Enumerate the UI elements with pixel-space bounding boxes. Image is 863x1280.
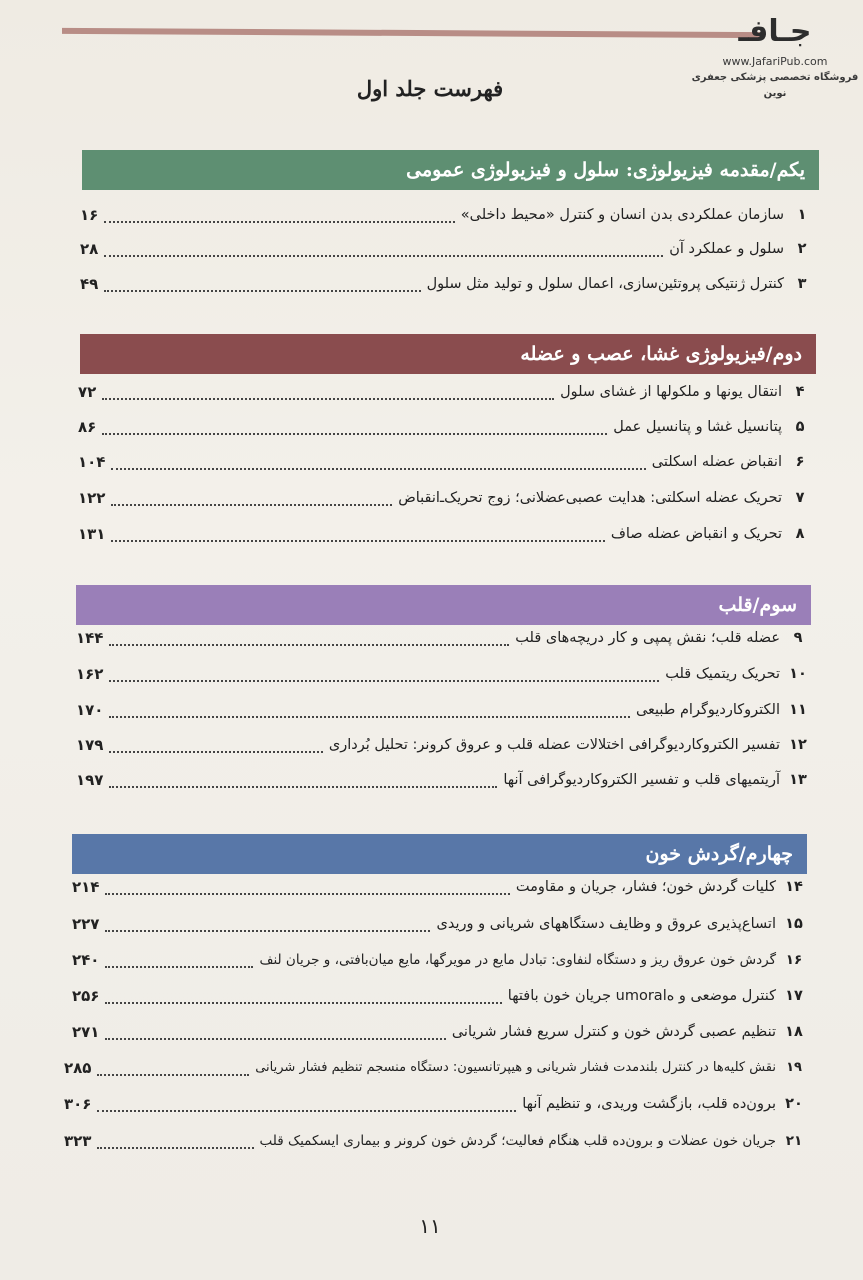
toc-entry[interactable] [78,413,818,441]
page-number: ۱۳۱ [78,525,106,543]
page-number: ۸۶ [78,418,97,436]
chapter-number: ۱۱ [789,702,807,718]
chapter-title: تنظیم عصبی گردش خون و کنترل سریع فشار شریانی [451,1024,776,1040]
toc-entry[interactable] [80,235,820,263]
chapter-title: برون‌ده قلب، بازگشت وریدی، و تنظیم آنها [522,1096,776,1112]
leader-dots [97,1096,516,1112]
leader-dots [111,490,392,506]
chapter-number: ۱۸ [785,1024,803,1040]
page-title: فهرست جلد اول [356,76,504,101]
leader-dots [104,241,663,257]
chapter-title: آریتمیهای قلب و تفسیر الکتروکاردیوگرافی آنها [503,772,780,788]
chapter-title: نقش کلیه‌ها در کنترل بلندمدت فشار شریانی و هیپرتانسیون: دستگاه منسجم تنظیم فشار شریانی [255,1060,776,1075]
page-number: ۴۹ [80,275,99,293]
toc-entry[interactable] [78,484,818,512]
chapter-number: ۱۵ [785,916,803,932]
leader-dots [102,419,607,435]
chapter-number: ۱۳ [789,772,807,788]
chapter-number: ۴ [795,384,805,400]
page-number: ۲۷۱ [72,1023,100,1041]
leader-dots [109,630,509,646]
page-number: ۱۴۴ [76,629,104,647]
leader-dots [111,454,645,470]
toc-entry[interactable] [76,660,816,688]
chapter-title: عضله قلب؛ نقش پمپی و کار دریچه‌های قلب [515,630,780,646]
leader-dots [104,207,454,223]
section-header-3: سوم/قلب [76,585,811,625]
section-header-4: چهارم/گردش خون [72,834,807,874]
toc-entry[interactable] [64,1090,812,1118]
chapter-title: کنترل موضعی و هumoral جریان خون بافتها [507,988,776,1004]
page-number: ۷۲ [78,383,97,401]
toc-entry[interactable] [72,873,812,901]
folio-page-number: ۱۱ [419,1214,441,1238]
chapter-number: ۳ [797,276,807,292]
chapter-title: جریان خون عضلات و برون‌ده قلب هنگام فعالیت؛ گردش خون کرونر و بیماری ایسکمیک قلب [259,1133,776,1149]
logo-mark: جـافـ [738,14,812,49]
chapter-title: کنترل ژنتیکی پروتئین‌سازی، اعمال سلول و تولید مثل سلول [426,276,784,292]
leader-dots [102,384,554,400]
chapter-title: تحریک عضله اسکلتی: هدایت عصبی‌عضلانی؛ زوج تحریک‌ـ‌انقباض [398,490,782,506]
chapter-number: ۱۲ [789,737,807,753]
leader-dots [111,526,604,542]
toc-entry[interactable] [76,731,816,759]
page-number: ۱۰۴ [78,453,106,471]
page-number: ۱۹۷ [76,771,104,789]
chapter-number: ۸ [795,526,805,542]
logo-website: www.JafariPub.com [722,55,828,68]
page-number: ۲۵۶ [72,987,100,1005]
leader-dots [109,737,322,753]
toc-entry[interactable] [72,982,812,1010]
leader-dots [105,916,430,932]
page-number: ۲۱۴ [72,878,100,896]
toc-entry[interactable] [76,766,816,794]
chapter-title: تحریک و انقباض عضله صاف [610,526,782,542]
section-header-2: دوم/فیزیولوژی غشا، عصب و عضله [80,334,816,374]
chapter-title: کلیات گردش خون؛ فشار، جریان و مقاومت [515,879,776,895]
leader-dots [105,879,509,895]
chapter-title: پتانسیل غشا و پتانسیل عمل [613,419,782,435]
chapter-number: ۵ [795,419,805,435]
section-header-1: یکم/مقدمه فیزیولوژی: سلول و فیزیولوژی عمومی [82,150,819,190]
toc-entry[interactable] [78,448,818,476]
leader-dots [109,666,659,682]
leader-dots [109,772,497,788]
toc-entry[interactable] [80,270,820,298]
leader-dots [97,1133,253,1149]
chapter-number: ۱۴ [785,879,803,895]
chapter-number: ۱۷ [785,988,803,1004]
toc-entry[interactable] [64,1054,812,1082]
leader-dots [97,1060,249,1076]
chapter-number: ۱۰ [789,666,807,682]
top-rule [62,28,762,38]
toc-entry[interactable] [76,624,816,652]
chapter-title: سازمان عملکردی بدن انسان و کنترل «محیط داخلی» [460,207,784,223]
publisher-logo [690,10,860,105]
page-number: ۲۸۵ [64,1059,92,1077]
page-number: ۳۰۶ [64,1095,92,1113]
chapter-number: ۶ [795,454,805,470]
leader-dots [105,988,501,1004]
page-number: ۱۶۲ [76,665,104,683]
chapter-title: تفسیر الکتروکاردیوگرافی اختلالات عضله قلب و عروق کرونر: تحلیل بُرداری [328,737,780,753]
chapter-number: ۷ [795,490,805,506]
logo-shop-name: فروشگاه تخصصی پزشکی جعفری نوین [691,72,859,99]
page-number: ۳۲۳ [64,1132,92,1150]
chapter-title: الکتروکاردیوگرام طبیعی [635,702,780,718]
toc-entry[interactable] [72,910,812,938]
chapter-title: سلول و عملکرد آن [669,241,784,257]
toc-entry[interactable] [64,1127,812,1155]
toc-entry[interactable] [80,201,820,229]
chapter-number: ۲ [797,241,807,257]
leader-dots [105,1024,445,1040]
page-number: ۲۸ [80,240,99,258]
toc-entry[interactable] [78,378,818,406]
page-number: ۲۲۷ [72,915,100,933]
toc-entry[interactable] [72,1018,812,1046]
page-number: ۱۶ [80,206,99,224]
page-number: ۱۲۲ [78,489,106,507]
toc-entry[interactable] [78,520,818,548]
chapter-number: ۱۹ [786,1060,802,1075]
chapter-title: گردش خون عروق ریز و دستگاه لنفاوی: تبادل مایع در مویرگها، مایع میان‌بافتی، و جریان لنف [259,952,776,968]
toc-entry[interactable] [76,696,816,724]
chapter-number: ۲۰ [785,1096,803,1112]
leader-dots [105,952,253,968]
chapter-title: انقباض عضله اسکلتی [651,454,782,470]
chapter-number: ۹ [793,630,803,646]
leader-dots [104,276,420,292]
chapter-title: اتساع‌پذیری عروق و وظایف دستگاههای شریانی و وریدی [436,916,776,932]
page-number: ۱۷۹ [76,736,104,754]
leader-dots [109,702,630,718]
chapter-title: تحریک ریتمیک قلب [665,666,780,682]
chapter-number: ۲۱ [785,1133,803,1149]
chapter-number: ۱ [797,207,807,223]
chapter-number: ۱۶ [785,952,803,968]
chapter-title: انتقال یونها و ملکولها از غشای سلول [560,384,782,400]
page-number: ۲۴۰ [72,951,100,969]
page-number: ۱۷۰ [76,701,104,719]
toc-entry[interactable] [72,946,812,974]
